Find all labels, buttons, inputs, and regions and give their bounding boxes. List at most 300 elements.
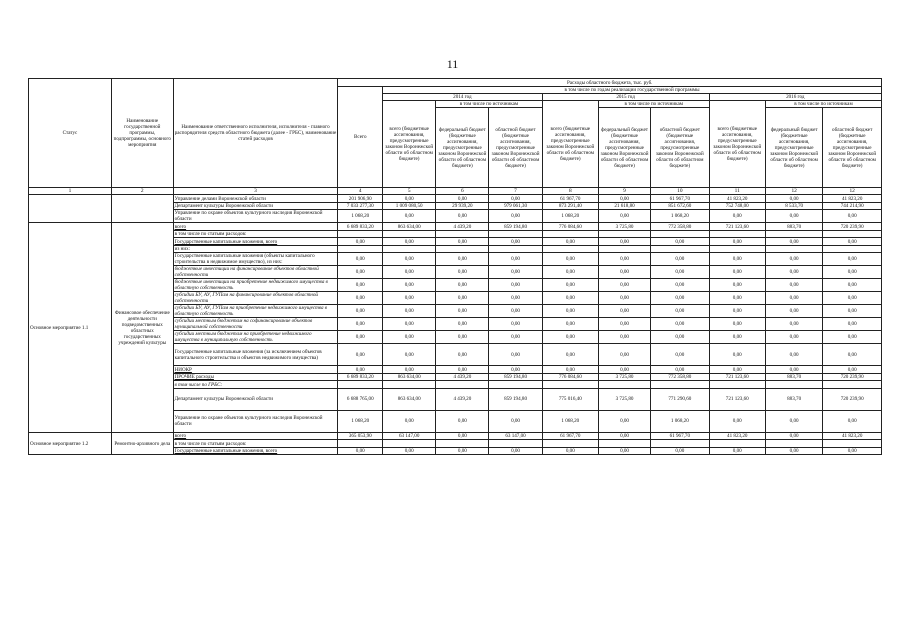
value-cell: 0,00 <box>598 366 650 374</box>
value-cell: 3 725,80 <box>598 223 650 231</box>
value-cell: 3 725,80 <box>598 388 650 410</box>
value-cell: 883,70 <box>765 388 822 410</box>
column-index-cell: 7 <box>489 188 542 195</box>
value-cell: 721 123,60 <box>709 373 765 381</box>
value-cell: 0,00 <box>338 238 383 246</box>
header-total: Всего <box>338 87 383 188</box>
value-cell <box>383 245 436 253</box>
value-cell: 0,00 <box>489 366 542 374</box>
expense-name-cell: НИОКР <box>173 366 338 374</box>
value-cell: 6 689 833,20 <box>338 223 383 231</box>
expense-name-cell: бюджетные инвестиции на финансирование объектов областной собственности <box>173 266 338 279</box>
page-number: 11 <box>446 57 459 71</box>
value-cell: 0,00 <box>598 410 650 432</box>
header-col-reg: областной бюджет (бюджетные ассигнования, предусмотренные законом Воронежской области об областном бюджете) <box>651 108 709 188</box>
value-cell: 0,00 <box>338 331 383 344</box>
value-cell: 0,00 <box>823 238 882 246</box>
value-cell: 0,00 <box>338 318 383 331</box>
value-cell: 0,00 <box>765 432 822 440</box>
value-cell <box>436 381 489 389</box>
value-cell: 0,00 <box>651 238 709 246</box>
value-cell: 721 123,60 <box>709 388 765 410</box>
value-cell: 720 239,90 <box>823 388 882 410</box>
value-cell <box>765 440 822 448</box>
value-cell: 0,00 <box>651 305 709 318</box>
value-cell: 0,00 <box>542 266 598 279</box>
value-cell: 0,00 <box>651 318 709 331</box>
value-cell: 0,00 <box>489 410 542 432</box>
value-cell <box>542 245 598 253</box>
value-cell: 0,00 <box>823 318 882 331</box>
value-cell: 1 068,20 <box>338 210 383 223</box>
value-cell: 859 194,80 <box>489 388 542 410</box>
column-index-cell: 3 <box>173 188 338 195</box>
value-cell: 0,00 <box>709 305 765 318</box>
value-cell: 0,00 <box>436 253 489 266</box>
value-cell: 0,00 <box>651 366 709 374</box>
value-cell: 0,00 <box>651 331 709 344</box>
value-cell: 863 634,00 <box>383 373 436 381</box>
value-cell: 0,00 <box>651 292 709 305</box>
value-cell: 0,00 <box>598 195 650 203</box>
value-cell: 0,00 <box>436 292 489 305</box>
value-cell: 1 068,20 <box>651 210 709 223</box>
value-cell: 0,00 <box>542 253 598 266</box>
value-cell <box>823 245 882 253</box>
status-cell <box>29 195 112 223</box>
value-cell: 979 061,30 <box>489 202 542 210</box>
value-cell: 0,00 <box>338 366 383 374</box>
value-cell: 0,00 <box>542 279 598 292</box>
value-cell: 772 358,80 <box>651 373 709 381</box>
value-cell <box>489 230 542 238</box>
value-cell <box>338 245 383 253</box>
value-cell: 0,00 <box>542 344 598 366</box>
value-cell: 0,00 <box>542 318 598 331</box>
value-cell: 0,00 <box>436 432 489 440</box>
header-expenses-title: Расходы областного бюджета, тыс. руб. <box>338 79 882 87</box>
value-cell: 851 672,60 <box>651 202 709 210</box>
expense-name-cell: субсидии БУ, АУ, ГУПам на финансирование объектов областной собственности <box>173 292 338 305</box>
header-col-fed: федеральный бюджет (бюджетные ассигнования, предусмотренные законом Воронежской области об областном бюджете) <box>765 108 822 188</box>
value-cell: 4 439,20 <box>436 373 489 381</box>
value-cell: 0,00 <box>489 331 542 344</box>
column-index-cell: 4 <box>338 188 383 195</box>
value-cell: 0,00 <box>598 279 650 292</box>
value-cell <box>651 381 709 389</box>
value-cell: 1 068,20 <box>651 410 709 432</box>
value-cell: 0,00 <box>598 447 650 455</box>
header-year-2014: 2014 год <box>383 94 543 101</box>
value-cell: 0,00 <box>598 266 650 279</box>
value-cell: 0,00 <box>651 447 709 455</box>
value-cell: 883,70 <box>765 373 822 381</box>
value-cell: 61 967,70 <box>651 432 709 440</box>
value-cell: 0,00 <box>765 195 822 203</box>
value-cell: 0,00 <box>436 344 489 366</box>
value-cell <box>598 381 650 389</box>
column-index-row <box>29 188 882 195</box>
value-cell: 0,00 <box>823 410 882 432</box>
value-cell <box>709 440 765 448</box>
column-index-cell: 9 <box>598 188 650 195</box>
value-cell: 0,00 <box>765 305 822 318</box>
value-cell <box>338 440 383 448</box>
value-cell: 0,00 <box>651 344 709 366</box>
value-cell: 63 147,00 <box>383 432 436 440</box>
value-cell: 0,00 <box>383 366 436 374</box>
value-cell: 0,00 <box>489 318 542 331</box>
value-cell: 0,00 <box>709 292 765 305</box>
value-cell <box>823 230 882 238</box>
value-cell: 0,00 <box>489 292 542 305</box>
program-cell: Ремонтно-архивного дела <box>111 432 173 455</box>
value-cell: 0,00 <box>489 447 542 455</box>
value-cell <box>765 230 822 238</box>
value-cell: 772 358,80 <box>651 223 709 231</box>
value-cell: 0,00 <box>489 305 542 318</box>
value-cell: 0,00 <box>765 266 822 279</box>
value-cell <box>709 245 765 253</box>
value-cell: 0,00 <box>338 279 383 292</box>
value-cell <box>823 440 882 448</box>
value-cell <box>651 230 709 238</box>
value-cell: 0,00 <box>338 292 383 305</box>
column-index-cell: 8 <box>542 188 598 195</box>
value-cell: 1 068,20 <box>542 210 598 223</box>
value-cell: 744 214,90 <box>823 202 882 210</box>
status-cell: Основное мероприятие 1.1 <box>29 223 112 433</box>
value-cell <box>542 440 598 448</box>
value-cell <box>338 230 383 238</box>
value-cell: 775 016,40 <box>542 388 598 410</box>
value-cell: 0,00 <box>765 279 822 292</box>
header-sources-2014: в том числе по источникам <box>436 101 542 108</box>
value-cell: 0,00 <box>765 447 822 455</box>
value-cell: 6 689 833,20 <box>338 373 383 381</box>
value-cell: 41 823,20 <box>823 195 882 203</box>
value-cell: 0,00 <box>651 279 709 292</box>
value-cell: 0,00 <box>436 318 489 331</box>
value-cell: 201 906,90 <box>338 195 383 203</box>
value-cell: 0,00 <box>765 410 822 432</box>
value-cell: 0,00 <box>383 344 436 366</box>
value-cell: 0,00 <box>709 447 765 455</box>
header-col-fed: федеральный бюджет (бюджетные ассигнования, предусмотренные законом Воронежской области об областном бюджете) <box>598 108 650 188</box>
value-cell <box>598 440 650 448</box>
value-cell: 0,00 <box>383 266 436 279</box>
value-cell: 0,00 <box>436 366 489 374</box>
value-cell <box>709 381 765 389</box>
value-cell: 0,00 <box>709 253 765 266</box>
value-cell <box>765 381 822 389</box>
value-cell: 0,00 <box>765 238 822 246</box>
value-cell: 0,00 <box>709 331 765 344</box>
program-cell <box>111 195 173 223</box>
value-cell: 0,00 <box>765 210 822 223</box>
value-cell: 0,00 <box>489 344 542 366</box>
value-cell: 0,00 <box>598 305 650 318</box>
value-cell <box>436 245 489 253</box>
value-cell: 0,00 <box>709 266 765 279</box>
expense-name-cell: субсидии местным бюджетам на софинансирование объектов муниципальной собственности <box>173 318 338 331</box>
value-cell: 776 084,60 <box>542 373 598 381</box>
value-cell: 776 084,60 <box>542 223 598 231</box>
value-cell <box>436 230 489 238</box>
expense-name-cell: из них: <box>173 245 338 253</box>
value-cell: 0,00 <box>709 344 765 366</box>
value-cell: 0,00 <box>489 210 542 223</box>
value-cell: 0,00 <box>823 266 882 279</box>
value-cell: 0,00 <box>598 432 650 440</box>
expense-name-cell: Департамент культуры Воронежской области <box>173 388 338 410</box>
value-cell <box>651 440 709 448</box>
expense-name-cell: субсидии БУ, АУ, ГУПам на приобретение недвижимого имущества в областную собственность <box>173 305 338 318</box>
value-cell: 0,00 <box>436 195 489 203</box>
value-cell <box>542 230 598 238</box>
value-cell: 0,00 <box>338 305 383 318</box>
value-cell: 883,70 <box>765 223 822 231</box>
value-cell: 0,00 <box>436 305 489 318</box>
column-index-cell: 1 <box>29 188 112 195</box>
value-cell: 0,00 <box>823 279 882 292</box>
value-cell: 61 967,70 <box>542 195 598 203</box>
header-col-fed: федеральный бюджет (бюджетные ассигнования, предусмотренные законом Воронежской области об областном бюджете) <box>436 108 489 188</box>
value-cell <box>489 245 542 253</box>
value-cell: 0,00 <box>383 331 436 344</box>
value-cell: 41 823,20 <box>709 195 765 203</box>
header-col-all: всего (бюджетные ассигнования, предусмотренные законом Воронежской области об областном бюджете) <box>709 101 765 188</box>
column-index-cell: 6 <box>436 188 489 195</box>
program-cell: Финансовое обеспечение деятельности подведомственных областных государственных учреждений культуры <box>111 223 173 433</box>
value-cell: 61 967,70 <box>651 195 709 203</box>
value-cell: 0,00 <box>489 238 542 246</box>
value-cell: 0,00 <box>709 279 765 292</box>
value-cell: 0,00 <box>709 210 765 223</box>
header-sources-2015: в том числе по источникам <box>598 101 709 108</box>
value-cell: 0,00 <box>598 238 650 246</box>
column-index-cell: 11 <box>709 188 765 195</box>
value-cell: 0,00 <box>436 279 489 292</box>
value-cell: 4 439,20 <box>436 388 489 410</box>
header-year-2016: 2016 год <box>709 94 881 101</box>
value-cell: 63 147,00 <box>489 432 542 440</box>
value-cell: 721 123,60 <box>709 223 765 231</box>
column-index-cell: 2 <box>111 188 173 195</box>
value-cell: 0,00 <box>542 331 598 344</box>
value-cell: 1 068,20 <box>338 410 383 432</box>
value-cell: 0,00 <box>383 279 436 292</box>
value-cell: 1 068,20 <box>542 410 598 432</box>
value-cell <box>383 230 436 238</box>
header-status: Статус <box>29 79 112 188</box>
value-cell: 0,00 <box>823 447 882 455</box>
value-cell: 365 053,90 <box>338 432 383 440</box>
value-cell: 41 823,20 <box>709 432 765 440</box>
value-cell: 0,00 <box>383 195 436 203</box>
value-cell: 0,00 <box>383 318 436 331</box>
value-cell: 0,00 <box>765 344 822 366</box>
value-cell: 0,00 <box>338 447 383 455</box>
value-cell <box>651 245 709 253</box>
value-cell <box>823 381 882 389</box>
status-cell: Основное мероприятие 1.2 <box>29 432 112 455</box>
value-cell: 7 033 277,30 <box>338 202 383 210</box>
value-cell: 0,00 <box>823 253 882 266</box>
value-cell: 0,00 <box>598 210 650 223</box>
table-row <box>29 432 882 440</box>
table-row <box>29 223 882 231</box>
value-cell: 3 725,80 <box>598 373 650 381</box>
budget-table <box>28 78 882 455</box>
column-index-cell: 12 <box>765 188 822 195</box>
value-cell: 1 009 080,50 <box>383 202 436 210</box>
column-index-cell: 12 <box>823 188 882 195</box>
value-cell: 0,00 <box>383 410 436 432</box>
header-executor: Наименование ответственного исполнителя, исполнителя - главного распорядителя средств областного бюджета (далее - ГРБС), наименование статей расходов <box>173 79 338 188</box>
value-cell: 863 634,00 <box>383 388 436 410</box>
header-year-2015: 2015 год <box>542 94 709 101</box>
value-cell <box>489 440 542 448</box>
value-cell: 720 239,90 <box>823 223 882 231</box>
table-row <box>29 195 882 203</box>
column-index-cell: 5 <box>383 188 436 195</box>
value-cell: 0,00 <box>823 344 882 366</box>
value-cell: 8 533,70 <box>765 202 822 210</box>
value-cell: 0,00 <box>598 331 650 344</box>
value-cell: 0,00 <box>709 366 765 374</box>
expense-name-cell: всего <box>173 223 338 231</box>
value-cell: 771 290,60 <box>651 388 709 410</box>
value-cell: 0,00 <box>542 238 598 246</box>
value-cell: 0,00 <box>489 195 542 203</box>
value-cell <box>436 440 489 448</box>
value-cell: 6 688 765,00 <box>338 388 383 410</box>
value-cell: 0,00 <box>489 253 542 266</box>
value-cell: 0,00 <box>651 253 709 266</box>
value-cell: 0,00 <box>436 266 489 279</box>
value-cell <box>765 245 822 253</box>
value-cell: 0,00 <box>765 253 822 266</box>
value-cell: 0,00 <box>598 253 650 266</box>
value-cell: 752 748,00 <box>709 202 765 210</box>
value-cell: 0,00 <box>338 266 383 279</box>
expense-name-cell: бюджетные инвестиции на приобретение недвижимого имущества в областную собственность <box>173 279 338 292</box>
value-cell: 0,00 <box>765 292 822 305</box>
column-index-cell: 10 <box>651 188 709 195</box>
header-by-years: в том числе по годам реализации государственной программы <box>383 87 882 94</box>
value-cell: 0,00 <box>651 266 709 279</box>
table-body <box>29 188 882 455</box>
value-cell: 29 939,20 <box>436 202 489 210</box>
value-cell: 0,00 <box>823 366 882 374</box>
header-col-all: всего (бюджетные ассигнования, предусмотренные законом Воронежской области об областном бюджете) <box>542 101 598 188</box>
value-cell: 0,00 <box>436 410 489 432</box>
value-cell: 61 967,70 <box>542 432 598 440</box>
value-cell: 0,00 <box>542 366 598 374</box>
value-cell: 0,00 <box>383 238 436 246</box>
value-cell: 41 823,20 <box>823 432 882 440</box>
expense-name-cell: Управление по охране объектов культурного наследия Воронежской области <box>173 410 338 432</box>
value-cell: 0,00 <box>436 238 489 246</box>
value-cell <box>542 381 598 389</box>
value-cell: 859 194,80 <box>489 373 542 381</box>
value-cell: 0,00 <box>436 210 489 223</box>
value-cell: 0,00 <box>823 292 882 305</box>
value-cell: 0,00 <box>489 279 542 292</box>
value-cell <box>598 230 650 238</box>
value-cell: 0,00 <box>598 344 650 366</box>
expense-name-cell: Управление делами Воронежской области <box>173 195 338 203</box>
value-cell: 0,00 <box>598 292 650 305</box>
value-cell: 0,00 <box>383 210 436 223</box>
value-cell: 0,00 <box>383 292 436 305</box>
expense-name-cell: ПРОЧИЕ расходы <box>173 373 338 381</box>
value-cell: 21 618,80 <box>598 202 650 210</box>
header-col-reg: областной бюджет (бюджетные ассигнования, предусмотренные законом Воронежской области об областном бюджете) <box>489 108 542 188</box>
value-cell <box>489 381 542 389</box>
value-cell: 859 194,80 <box>489 223 542 231</box>
value-cell: 863 634,00 <box>383 223 436 231</box>
value-cell: 0,00 <box>338 344 383 366</box>
value-cell <box>338 381 383 389</box>
value-cell: 0,00 <box>542 292 598 305</box>
expense-name-cell: субсидии местным бюджетам на приобретение недвижимого имущества в муниципальную собственность <box>173 331 338 344</box>
value-cell: 0,00 <box>709 410 765 432</box>
value-cell: 0,00 <box>823 210 882 223</box>
value-cell <box>383 381 436 389</box>
value-cell: 0,00 <box>823 331 882 344</box>
expense-name-cell: Государственные капитальные вложения, всего <box>173 238 338 246</box>
value-cell <box>709 230 765 238</box>
value-cell: 0,00 <box>709 238 765 246</box>
expense-name-cell: Государственные капитальные вложения, всего <box>173 447 338 455</box>
expense-name-cell: в том числе по статьям расходов: <box>173 230 338 238</box>
expense-name-cell: Государственные капитальные вложения (объекты капитального строительства в недвижимое имущество), из них: <box>173 253 338 266</box>
header-col-all: всего (бюджетные ассигнования, предусмотренные законом Воронежской области об областном бюджете) <box>383 101 436 188</box>
header-col-reg: областной бюджет (бюджетные ассигнования, предусмотренные законом Воронежской области об областном бюджете) <box>823 108 882 188</box>
value-cell <box>383 440 436 448</box>
value-cell: 4 439,20 <box>436 223 489 231</box>
value-cell: 0,00 <box>542 305 598 318</box>
value-cell: 0,00 <box>598 318 650 331</box>
header-program-name: Наименование государственной программы, подпрограммы, основного мероприятия <box>111 79 173 188</box>
value-cell: 0,00 <box>765 366 822 374</box>
value-cell: 0,00 <box>489 266 542 279</box>
value-cell <box>598 245 650 253</box>
value-cell: 0,00 <box>542 447 598 455</box>
expense-name-cell: всего <box>173 432 338 440</box>
value-cell: 0,00 <box>383 253 436 266</box>
value-cell: 0,00 <box>765 318 822 331</box>
value-cell: 0,00 <box>338 253 383 266</box>
expense-name-cell: Департамент культуры Воронежской области <box>173 202 338 210</box>
value-cell: 0,00 <box>383 447 436 455</box>
value-cell: 0,00 <box>436 447 489 455</box>
value-cell: 0,00 <box>383 305 436 318</box>
expense-name-cell: в том числе по статьям расходов: <box>173 440 338 448</box>
value-cell: 0,00 <box>823 305 882 318</box>
expense-name-cell: Управление по охране объектов культурного наследия Воронежской области <box>173 210 338 223</box>
expense-name-cell: в том числе по ГРБС: <box>173 381 338 389</box>
value-cell: 0,00 <box>765 331 822 344</box>
value-cell: 720 239,90 <box>823 373 882 381</box>
value-cell: 0,00 <box>709 318 765 331</box>
expense-name-cell: Государственные капитальные вложения (за исключением объектов капитального строительства и объектов недвижимого имущества) <box>173 344 338 366</box>
header-sources-2016: в том числе по источникам <box>765 101 881 108</box>
value-cell: 0,00 <box>436 331 489 344</box>
value-cell: 873 291,40 <box>542 202 598 210</box>
